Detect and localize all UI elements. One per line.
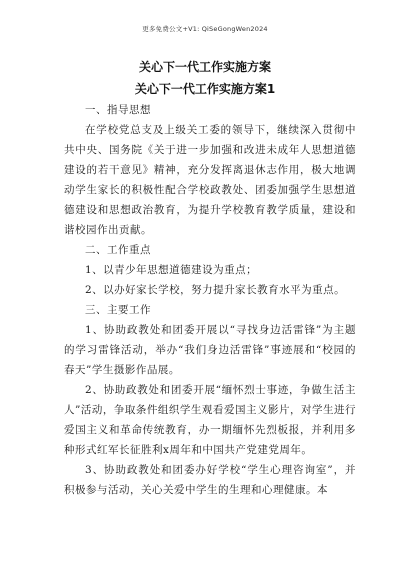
document-title: 关心下一代工作实施方案 — [138, 60, 271, 74]
section-3-item-1: 1、协助政教处和团委开展以“寻找身边活雷锋”为主题的学习雷锋活动，举办“我们身边活雷锋”事迹展和“校园的春天”学生摄影作品展。 — [64, 324, 356, 376]
section-heading-2: 二、工作重点 — [85, 244, 151, 256]
header-note: 更多免费公文+V1: QiSeGongWen2024 — [142, 25, 268, 33]
section-2-item-2: 2、以办好家长学校，努力提升家长教育水平为重点。 — [85, 284, 346, 296]
section-2-item-1: 1、以青少年思想道德建设为重点； — [85, 264, 258, 276]
section-1-paragraph: 在学校党总支及上级关工委的领导下，继续深入贯彻中共中央、国务院《关于进一步加强和改进未成年人思想道德建设的若干意见》精神，充分发挥离退休志作用，极大地调动学生家长的积极性配合学校政教处、团委加强学生思想道德建设和思想政治教育，为提升学校教育教学质量，建设和谐校园作出贡献。 — [64, 124, 356, 236]
section-heading-1: 一、指导思想 — [85, 104, 151, 116]
section-3-item-3: 3、协助政教处和团委办好学校“学生心理咨询室”，并积极参与活动，关心关爱中学生的生理和心理健康。本 — [64, 464, 356, 496]
document-subtitle: 关心下一代工作实施方案1 — [134, 82, 276, 96]
document-body — [64, 100, 356, 500]
section-3-item-2: 2、协助政教处和团委开展“缅怀烈士事迹，争做生活主人”活动，争取条件组织学生观看爱国主义影片，对学生进行爱国主义和革命传统教育，办一期缅怀先烈板报，并利用多种形式红军长征胜利x周年和中国共产党建党周年。 — [64, 384, 356, 456]
section-heading-3: 三、主要工作 — [85, 304, 151, 316]
